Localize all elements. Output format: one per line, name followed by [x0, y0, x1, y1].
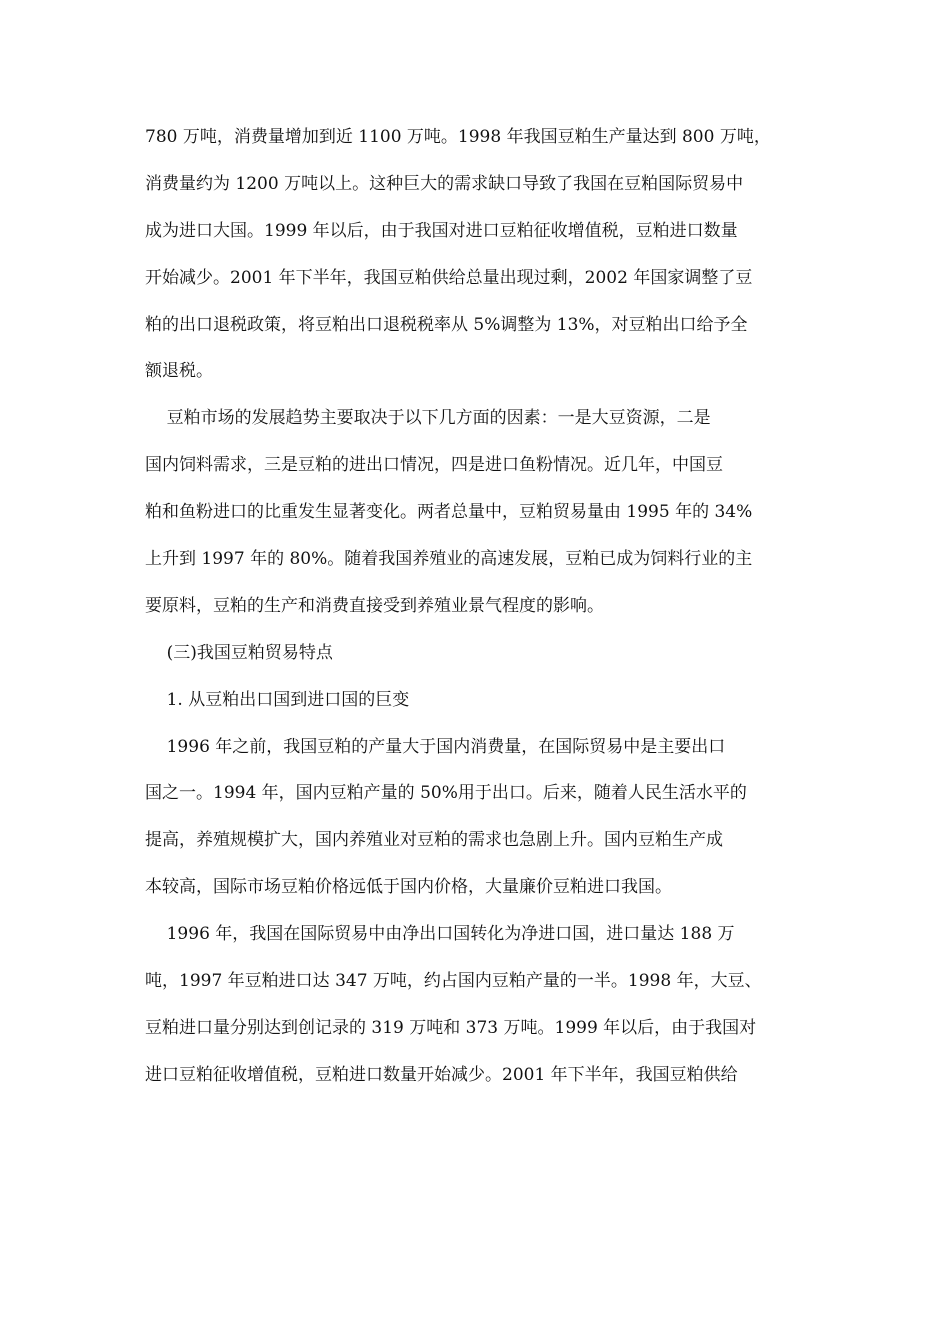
- text-line: 粕的出口退税政策，将豆粕出口退税税率从 5%调整为 13%，对豆粕出口给予全: [145, 314, 748, 335]
- text-line: 1996 年，我国在国际贸易中由净出口国转化为净进口国，进口量达 188 万: [145, 924, 735, 945]
- text-line: 提高，养殖规模扩大，国内养殖业对豆粕的需求也急剧上升。国内豆粕生产成: [145, 830, 723, 851]
- paragraph: [145, 114, 805, 395]
- text-line: 成为进口大国。1999 年以后，由于我国对进口豆粕征收增值税，豆粕进口数量: [145, 220, 738, 241]
- text-line: 国之一。1994 年，国内豆粕产量的 50%用于出口。后来，随着人民生活水平的: [145, 783, 747, 804]
- text-line: 粕和鱼粉进口的比重发生显著变化。两者总量中，豆粕贸易量由 1995 年的 34%: [145, 502, 753, 523]
- text-line: 吨，1997 年豆粕进口达 347 万吨，约占国内豆粕产量的一半。1998 年，大豆、: [145, 971, 762, 992]
- text-line: 要原料，豆粕的生产和消费直接受到养殖业景气程度的影响。: [145, 595, 604, 616]
- paragraph: [145, 395, 805, 629]
- text-line: 上升到 1997 年的 80%。随着我国养殖业的高速发展，豆粕已成为饲料行业的主: [145, 549, 753, 570]
- document-body: [145, 114, 805, 1099]
- text-line: 进口豆粕征收增值税，豆粕进口数量开始减少。2001 年下半年，我国豆粕供给: [145, 1064, 738, 1085]
- text-line: 本较高，国际市场豆粕价格远低于国内价格，大量廉价豆粕进口我国。: [145, 877, 672, 898]
- text-line: 1996 年之前，我国豆粕的产量大于国内消费量，在国际贸易中是主要出口: [145, 736, 726, 757]
- subsection-heading: [145, 677, 805, 724]
- subsection-heading-text: 1. 从豆粕出口国到进口国的巨变: [145, 689, 410, 710]
- paragraph: [145, 724, 805, 912]
- text-line: 豆粕进口量分别达到创记录的 319 万吨和 373 万吨。1999 年以后，由于我国对: [145, 1017, 757, 1038]
- text-line: 780 万吨，消费量增加到近 1100 万吨。1998 年我国豆粕生产量达到 800 万吨，: [145, 127, 771, 147]
- text-line: 豆粕市场的发展趋势主要取决于以下几方面的因素：一是大豆资源，二是: [145, 408, 711, 429]
- paragraph: [145, 911, 805, 1099]
- section-heading-text: (三)我国豆粕贸易特点: [145, 642, 333, 663]
- text-line: 消费量约为 1200 万吨以上。这种巨大的需求缺口导致了我国在豆粕国际贸易中: [145, 173, 744, 194]
- text-line: 国内饲料需求，三是豆粕的进出口情况，四是进口鱼粉情况。近几年，中国豆: [145, 455, 723, 476]
- section-heading: [145, 630, 805, 677]
- text-line: 开始减少。2001 年下半年，我国豆粕供给总量出现过剩，2002 年国家调整了豆: [145, 267, 753, 288]
- text-line: 额退税。: [145, 361, 213, 382]
